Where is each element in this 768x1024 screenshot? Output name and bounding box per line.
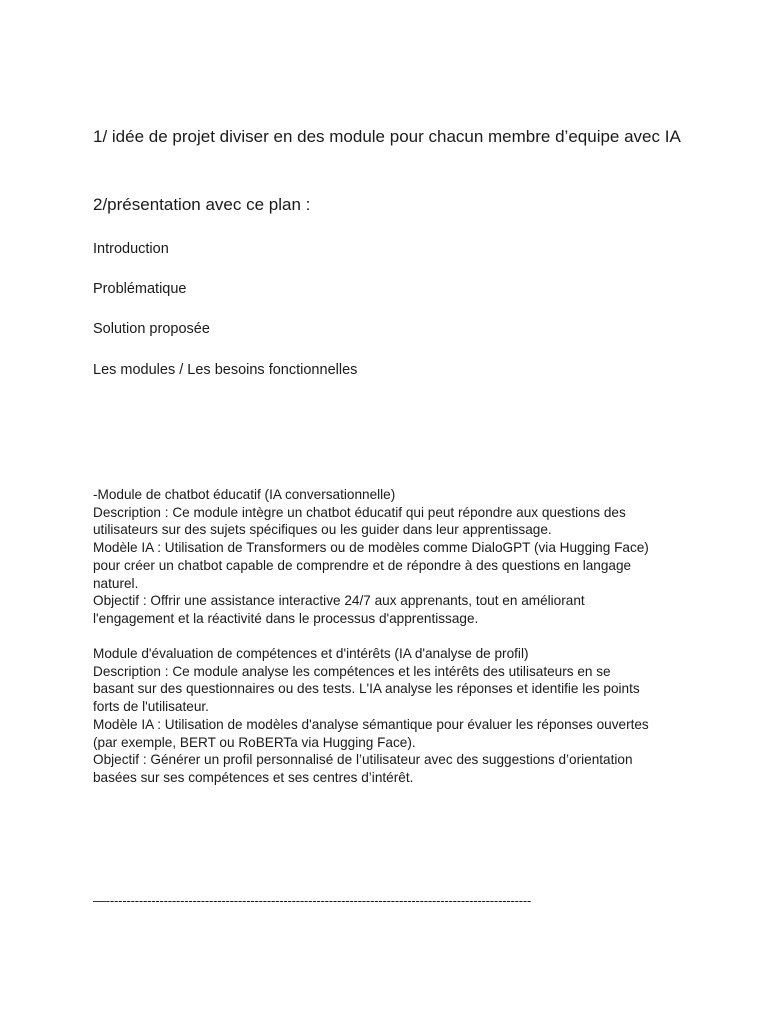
plan-item-problematique: Problématique xyxy=(93,281,187,297)
module-chatbot-title: -Module de chatbot éducatif (IA conversationnelle) xyxy=(93,487,396,502)
module-chatbot-line: naturel. xyxy=(93,575,139,591)
module-evaluation-line: Objectif : Générer un profil personnalisé de l’utilisateur avec des suggestions d’orientation xyxy=(93,752,633,768)
module-chatbot-line: l'engagement et la réactivité dans le processus d'apprentissage. xyxy=(93,610,479,626)
module-chatbot-line: Modèle IA : Utilisation de Transformers ou de modèles comme DialoGPT (via Hugging Face) xyxy=(93,540,649,556)
module-evaluation-line: basant sur des questionnaires ou des tests. L'IA analyse les réponses et identifie les points xyxy=(93,681,640,697)
module-evaluation-line: Description : Ce module analyse les compétences et les intérêts des utilisateurs en se xyxy=(93,663,611,679)
module-chatbot-line: Description : Ce module intègre un chatbot éducatif qui peut répondre aux questions des xyxy=(93,504,626,520)
dashed-divider: —------------------------------------------------------------------------------------------------------- xyxy=(93,893,532,908)
module-chatbot-line: pour créer un chatbot capable de comprendre et de répondre à des questions en langage xyxy=(93,557,632,573)
plan-item-modules: Les modules / Les besoins fonctionnelles xyxy=(93,362,358,378)
module-evaluation-section xyxy=(93,645,693,787)
heading-presentation-plan: 2/présentation avec ce plan : xyxy=(93,195,311,214)
module-chatbot-line: Objectif : Offrir une assistance interactive 24/7 aux apprenants, tout en améliorant xyxy=(93,593,585,609)
module-chatbot-line: utilisateurs sur des sujets spécifiques ou les guider dans leur apprentissage. xyxy=(93,522,552,538)
module-evaluation-line: forts de l'utilisateur. xyxy=(93,699,209,715)
heading-project-idea: 1/ idée de projet diviser en des module pour chacun membre d’equipe avec IA xyxy=(93,127,681,146)
module-evaluation-line: Modèle IA : Utilisation de modèles d'analyse sémantique pour évaluer les réponses ouvertes xyxy=(93,716,649,732)
plan-item-introduction: Introduction xyxy=(93,241,169,257)
module-evaluation-line: basées sur ses compétences et ses centres d’intérêt. xyxy=(93,769,414,785)
module-evaluation-line: (par exemple, BERT ou RoBERTa via Hugging Face). xyxy=(93,734,416,750)
module-chatbot-section xyxy=(93,486,693,628)
module-evaluation-title: Module d'évaluation de compétences et d'intérêts (IA d'analyse de profil) xyxy=(93,646,529,661)
plan-item-solution: Solution proposée xyxy=(93,321,210,337)
